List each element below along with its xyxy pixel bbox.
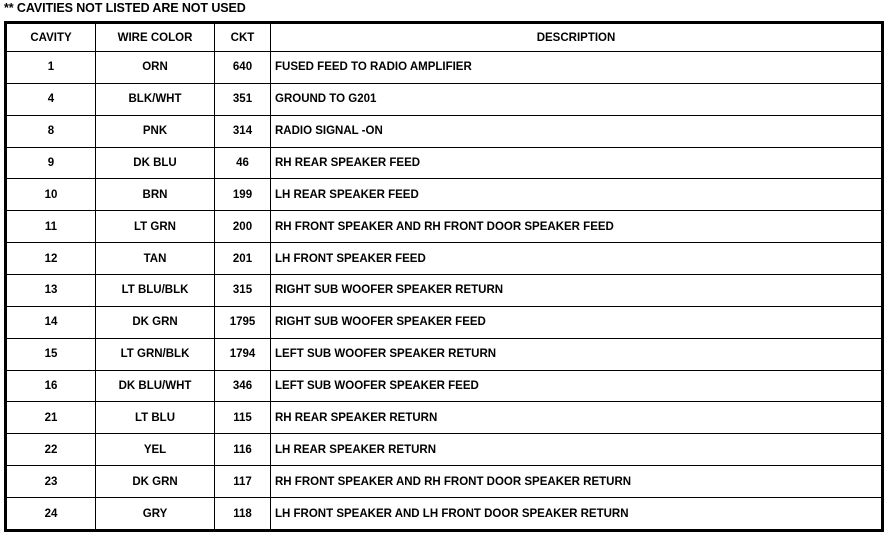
header-ckt: CKT [215,24,271,52]
cell-description: LH REAR SPEAKER RETURN [271,434,882,466]
table-row [7,498,882,530]
cell-cavity: 9 [7,147,96,179]
cell-description: RH FRONT SPEAKER AND RH FRONT DOOR SPEAKER FEED [271,211,882,243]
header-wire-color: WIRE COLOR [96,24,215,52]
cell-description: LH REAR SPEAKER FEED [271,179,882,211]
table-row [7,52,882,84]
cell-description: LH FRONT SPEAKER AND LH FRONT DOOR SPEAKER RETURN [271,498,882,530]
cell-ckt: 201 [215,243,271,275]
header-cavity: CAVITY [7,24,96,52]
cell-description: RADIO SIGNAL -ON [271,115,882,147]
cell-description: RH FRONT SPEAKER AND RH FRONT DOOR SPEAKER RETURN [271,466,882,498]
header-description: DESCRIPTION [271,24,882,52]
cell-description: RIGHT SUB WOOFER SPEAKER FEED [271,306,882,338]
cell-ckt: 46 [215,147,271,179]
cell-wire-color: ORN [96,52,215,84]
table-row [7,402,882,434]
cell-cavity: 21 [7,402,96,434]
cell-wire-color: YEL [96,434,215,466]
cell-ckt: 1794 [215,338,271,370]
cell-cavity: 13 [7,275,96,307]
cell-description: FUSED FEED TO RADIO AMPLIFIER [271,52,882,84]
cell-cavity: 4 [7,83,96,115]
cell-cavity: 14 [7,306,96,338]
cell-wire-color: LT BLU [96,402,215,434]
cell-wire-color: PNK [96,115,215,147]
cell-ckt: 1795 [215,306,271,338]
table-header-row [7,24,882,52]
cell-cavity: 24 [7,498,96,530]
table-row [7,370,882,402]
cell-ckt: 314 [215,115,271,147]
cell-wire-color: LT GRN [96,211,215,243]
table-row [7,275,882,307]
table-row [7,466,882,498]
table-row [7,338,882,370]
table-row [7,115,882,147]
cell-cavity: 11 [7,211,96,243]
cell-cavity: 1 [7,52,96,84]
table-row [7,179,882,211]
cell-cavity: 16 [7,370,96,402]
cell-wire-color: GRY [96,498,215,530]
cell-wire-color: LT GRN/BLK [96,338,215,370]
cell-cavity: 10 [7,179,96,211]
cell-ckt: 351 [215,83,271,115]
cell-ckt: 117 [215,466,271,498]
cell-wire-color: TAN [96,243,215,275]
cell-ckt: 118 [215,498,271,530]
table-row [7,434,882,466]
cell-cavity: 12 [7,243,96,275]
cell-description: RIGHT SUB WOOFER SPEAKER RETURN [271,275,882,307]
cell-wire-color: DK GRN [96,306,215,338]
cell-cavity: 15 [7,338,96,370]
cell-cavity: 8 [7,115,96,147]
cell-ckt: 315 [215,275,271,307]
table-row [7,243,882,275]
cell-wire-color: DK BLU [96,147,215,179]
table-row [7,147,882,179]
cell-wire-color: BLK/WHT [96,83,215,115]
cell-description: RH REAR SPEAKER RETURN [271,402,882,434]
cell-wire-color: BRN [96,179,215,211]
cell-cavity: 23 [7,466,96,498]
cell-cavity: 22 [7,434,96,466]
table-row [7,211,882,243]
cell-wire-color: DK BLU/WHT [96,370,215,402]
cell-description: GROUND TO G201 [271,83,882,115]
cell-wire-color: DK GRN [96,466,215,498]
cell-ckt: 199 [215,179,271,211]
cell-description: LH FRONT SPEAKER FEED [271,243,882,275]
cell-ckt: 346 [215,370,271,402]
cell-ckt: 115 [215,402,271,434]
cell-ckt: 640 [215,52,271,84]
cell-ckt: 200 [215,211,271,243]
table-note: ** CAVITIES NOT LISTED ARE NOT USED [4,1,246,15]
connector-table-frame [4,21,884,532]
cell-ckt: 116 [215,434,271,466]
table-row [7,83,882,115]
connector-pinout-table [6,23,882,530]
cell-description: LEFT SUB WOOFER SPEAKER FEED [271,370,882,402]
cell-description: RH REAR SPEAKER FEED [271,147,882,179]
cell-wire-color: LT BLU/BLK [96,275,215,307]
table-body [7,52,882,530]
table-row [7,306,882,338]
cell-description: LEFT SUB WOOFER SPEAKER RETURN [271,338,882,370]
